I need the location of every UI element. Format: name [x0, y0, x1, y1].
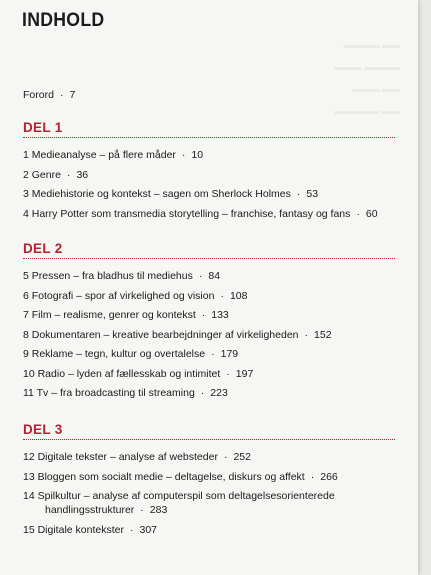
- entry-page: 10: [191, 149, 204, 161]
- entry-separator: ·: [223, 451, 228, 463]
- entry-text: 4 Harry Potter som transmedia storytelling – franchise, fantasy og fans: [23, 207, 351, 220]
- entry-text: 3 Mediehistorie og kontekst – sagen om Sherlock Holmes: [23, 188, 291, 200]
- entry-page: 7: [69, 89, 76, 101]
- entry-text: 6 Fotografi – spor af virkelighed og vision: [23, 289, 215, 302]
- entry-page: 36: [76, 168, 89, 181]
- entry-page: 108: [229, 289, 248, 302]
- entry-page: 60: [365, 207, 378, 220]
- entry-separator: ·: [129, 523, 134, 536]
- entry-text: Forord: [23, 89, 54, 101]
- toc-entry: [23, 523, 395, 537]
- toc-entry: [23, 386, 395, 400]
- entry-separator: ·: [201, 309, 206, 321]
- entry-text: 14 Spilkultur – analyse af computerspil som deltagelsesorienterede handlingsstrukturer: [23, 490, 335, 516]
- dotted-divider: [23, 439, 395, 440]
- toc-entry: [23, 207, 395, 221]
- entry-text: 13 Bloggen som socialt medie – deltagelse, diskurs og affekt: [23, 470, 305, 483]
- entry-separator: ·: [200, 387, 205, 399]
- part-heading: DEL 1: [23, 120, 63, 135]
- entry-separator: ·: [296, 188, 301, 200]
- toc-entry: [23, 367, 395, 381]
- entry-page: 53: [306, 188, 319, 200]
- entry-text: 15 Digitale kontekster: [23, 523, 124, 536]
- toc-list: [23, 450, 395, 537]
- entry-text: 7 Film – realisme, genrer og kontekst: [23, 309, 196, 321]
- toc-entry: [23, 308, 395, 322]
- entry-separator: ·: [66, 168, 71, 181]
- entry-separator: ·: [220, 289, 224, 302]
- toc-list: [23, 148, 395, 221]
- entry-separator: ·: [310, 470, 315, 483]
- entry-separator: ·: [226, 367, 230, 380]
- entry-separator: ·: [304, 328, 309, 341]
- entry-separator: ·: [211, 348, 215, 360]
- toc-entry: [23, 347, 395, 361]
- entry-separator: ·: [140, 504, 144, 516]
- entry-page: 307: [139, 523, 158, 536]
- toc-list: [23, 269, 395, 400]
- toc-entry: [23, 187, 395, 201]
- part-heading: DEL 2: [23, 241, 63, 256]
- toc-entry: [23, 269, 395, 283]
- part-3: [23, 421, 395, 542]
- dotted-divider: [23, 258, 395, 259]
- entry-page: 252: [233, 451, 251, 463]
- entry-page: 266: [320, 470, 338, 483]
- entry-separator: ·: [198, 270, 203, 282]
- page-title: INDHOLD: [22, 10, 105, 31]
- entry-text: 10 Radio – lyden af fællesskab og intimitet: [23, 367, 221, 380]
- entry-text: 11 Tv – fra broadcasting til streaming: [23, 387, 195, 399]
- entry-page: 152: [314, 328, 332, 341]
- entry-text: 8 Dokumentaren – kreative bearbejdninger af virkeligheden: [23, 328, 299, 341]
- toc-entry: [23, 450, 395, 464]
- entry-separator: ·: [181, 149, 186, 161]
- dotted-divider: [23, 137, 395, 138]
- toc-entry: [23, 289, 395, 303]
- entry-page: 197: [235, 367, 254, 380]
- entry-page: 223: [210, 387, 228, 399]
- entry-separator: ·: [356, 207, 360, 220]
- toc-entry: [23, 148, 395, 162]
- entry-text: 1 Medieanalyse – på flere måder: [23, 149, 176, 161]
- entry-page: 84: [208, 270, 221, 282]
- entry-text: 2 Genre: [23, 168, 61, 181]
- toc-entry: [23, 328, 395, 342]
- toc-entry: [23, 489, 345, 517]
- part-1: [23, 119, 395, 226]
- entry-text: 12 Digitale tekster – analyse af websteder: [23, 451, 218, 463]
- show-through-text: ▬▬▬▬ ▬▬ ▬▬▬ ▬▬▬▬ ▬▬▬ ▬▬ ▬▬▬▬▬ ▬▬: [334, 40, 400, 116]
- part-2: [23, 240, 395, 406]
- entry-text: 9 Reklame – tegn, kultur og overtalelse: [23, 348, 206, 360]
- foreword-entry: [23, 89, 75, 101]
- entry-page: 179: [220, 348, 239, 360]
- entry-text: 5 Pressen – fra bladhus til mediehus: [23, 270, 193, 282]
- entry-separator: ·: [59, 89, 64, 101]
- toc-entry: [23, 168, 395, 182]
- entry-page: 283: [149, 504, 168, 516]
- toc-entry: [23, 470, 395, 484]
- entry-page: 133: [211, 309, 229, 321]
- part-heading: DEL 3: [23, 422, 63, 437]
